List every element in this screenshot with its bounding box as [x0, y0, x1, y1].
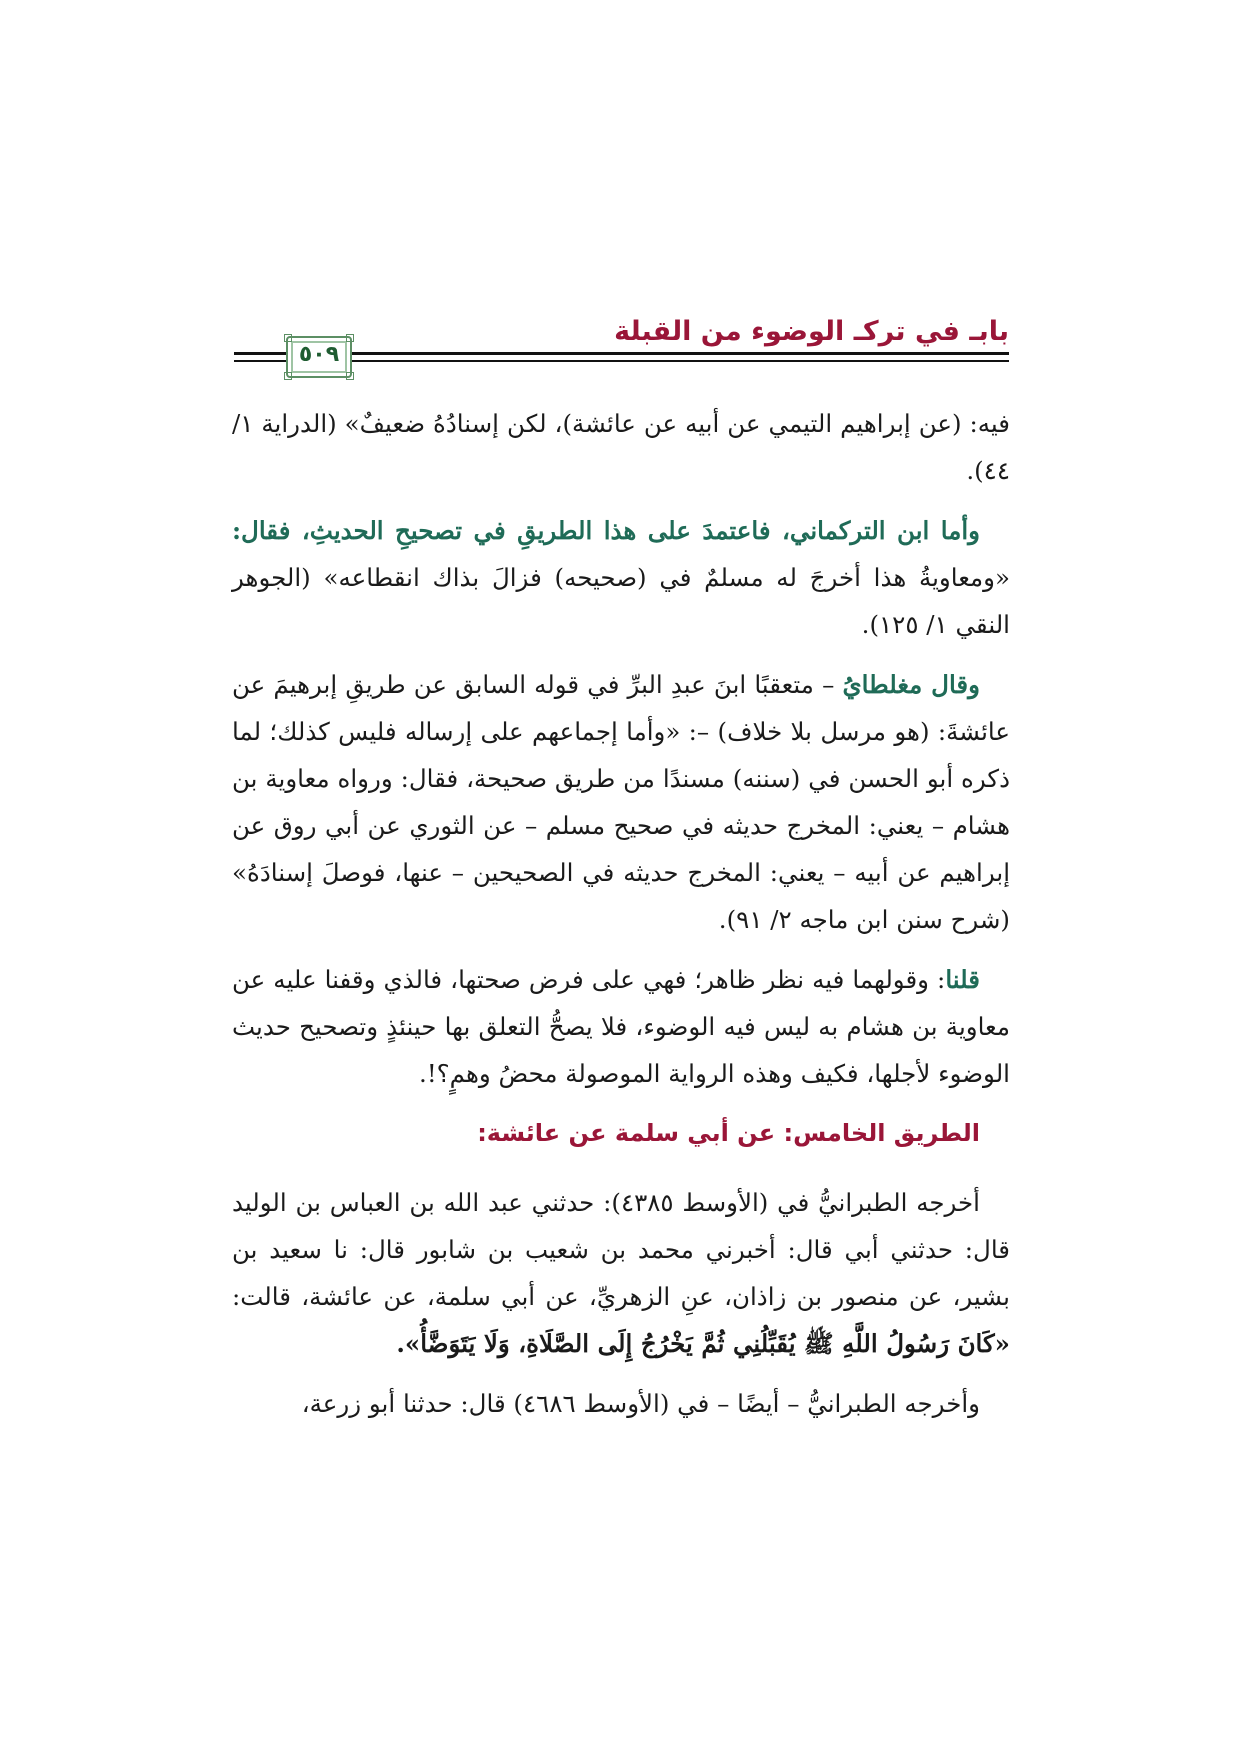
paragraph-3	[232, 661, 1010, 943]
paragraph-3-body: – متعقبًا ابنَ عبدِ البرِّ في قوله السابق عن طريقِ إبرهيمَ عن عائشةَ: (هو مرسل بلا خلاف) –: «وأما إجماعهم على إرساله فليس كذلك؛ لما ذكره أبو الحسن في (سننه) مسندًا من طريق صحيحة، فقال: ورواه معاوية بن هشام – يعني: المخرج حديثه في صحيح مسلم – عن الثوري عن أبي روق عن إبراهيم عن أبيه – يعني: المخرج حديثه في الصحيحين – عنها، فوصلَ إسنادَهُ» (شرح سنن ابن ماجه ٢/ ٩١).	[232, 670, 1010, 934]
paragraph-2-body: «ومعاويةُ هذا أخرجَ له مسلمٌ في (صحيحه) فزالَ بذاك انقطاعه» (الجوهر النقي ١/ ١٢٥).	[232, 563, 1010, 639]
main-text	[232, 400, 1010, 1440]
paragraph-5	[232, 1179, 1010, 1367]
paragraph-4-lead: قلنا	[945, 965, 980, 994]
paragraph-2	[232, 507, 1010, 648]
paragraph-2-lead: وأما ابن التركماني، فاعتمدَ على هذا الطريقِ في تصحيحِ الحديثِ، فقال:	[232, 516, 980, 545]
page-header	[234, 310, 1009, 370]
frame-ornament	[346, 334, 354, 342]
paragraph-5-body: أخرجه الطبرانيُّ في (الأوسط ٤٣٨٥): حدثني عبد الله بن العباس بن الوليد قال: حدثني أبي قال: أخبرني محمد بن شعيب بن شابور قال: نا سعيد بن بشير، عن منصور بن زاذان، عنِ الزهريِّ، عن أبي سلمة، عن عائشة، قالت:	[232, 1188, 1010, 1311]
paragraph-6: وأخرجه الطبرانيُّ – أيضًا – في (الأوسط ٤٦٨٦) قال: حدثنا أبو زرعة،	[301, 1389, 980, 1418]
section-heading: الطريق الخامس: عن أبي سلمة عن عائشة:	[477, 1119, 980, 1147]
page-number: ٥٠٩	[298, 342, 340, 367]
running-title: بابـ في تركـ الوضوء من القبلة	[614, 316, 1009, 347]
hadith-text: «كَانَ رَسُولُ اللَّهِ ﷺ يُقَبِّلُنِي ثُمَّ يَخْرُجُ إِلَى الصَّلَاةِ، وَلَا يَتَوَضَّأُ».	[396, 1329, 1010, 1358]
frame-ornament	[284, 372, 292, 380]
paragraph-4	[232, 956, 1010, 1097]
paragraph-1: فيه: (عن إبراهيم التيمي عن أبيه عن عائشة)، لكن إسنادُهُ ضعيفٌ» (الدراية ١/ ٤٤).	[232, 409, 1010, 485]
paragraph-4-body: : وقولهما فيه نظر ظاهر؛ فهي على فرض صحتها، فالذي وقفنا عليه عن معاوية بن هشام به ليس فيه الوضوء، فلا يصحُّ التعلق بها حينئذٍ وتصحيح حديث الوضوء لأجلها، فكيف وهذه الرواية الموصولة محضُ وهمٍ؟!.	[232, 965, 1010, 1088]
page-number-frame	[286, 336, 352, 378]
paragraph-3-lead: وقال مغلطايُ	[842, 670, 980, 699]
frame-ornament	[284, 334, 292, 342]
frame-ornament	[346, 372, 354, 380]
